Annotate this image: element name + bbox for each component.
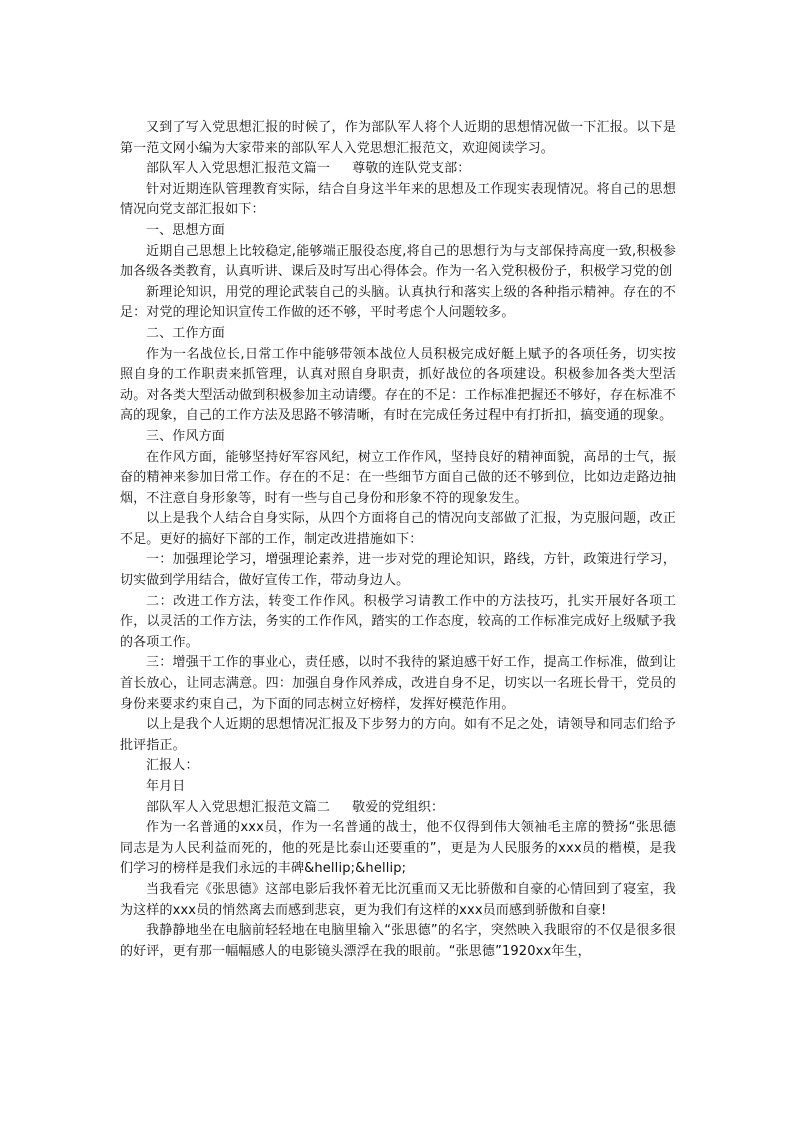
- subheading-thought: 一、思想方面: [146, 222, 225, 238]
- closing-paragraph: 以上是我个人近期的思想情况汇报及下步努力的方向。如有不足之处，请领导和同志们给予批评指正。: [120, 717, 676, 753]
- date-line: 年月日: [146, 779, 186, 794]
- body-paragraph: 我静静地坐在电脑前轻轻地在电脑里输入“张思德”的名字，突然映入我眼帘的不仅是很多很的好评，更有那一幅幅感人的电影镜头漂浮在我的眼前。“张思德”1920xx年生，: [120, 923, 676, 959]
- article-title: 部队军人入党思想汇报范文篇二: [146, 799, 331, 815]
- section-title-part-one: [120, 159, 676, 180]
- salutation: 敬爱的党组织：: [352, 799, 445, 815]
- intro-paragraph: 又到了写入党思想汇报的时候了，作为部队军人将个人近期的思想情况做一下汇报。以下是第一范文网小编为大家带来的部队军人入党思想汇报范文，欢迎阅读学习。: [120, 120, 676, 156]
- salutation: 尊敬的连队党支部：: [352, 161, 471, 177]
- body-paragraph: 近期自己思想上比较稳定,能够端正服役态度,将自己的思想行为与支部保持高度一致,积极参加各级各类教育，认真听讲、课后及时写出心得体会。作为一名入党积极份子，积极学习党的创: [120, 243, 676, 280]
- section-title-part-two: [120, 798, 676, 819]
- article-title: 部队军人入党思想汇报范文篇一: [146, 161, 331, 177]
- measure-item: 二：改进工作方法，转变工作作风。积极学习请教工作中的方法技巧，扎实开展好各项工作，以灵活的工作方法，务实的工作作风，踏实的工作态度，较高的工作标准完成好上级赋予我的各项工作。: [120, 593, 676, 650]
- body-paragraph: 针对近期连队管理教育实际，结合自身这半年来的思想及工作现实表现情况。将自己的思想情况向党支部汇报如下：: [120, 181, 676, 218]
- measure-item: 一：加强理论学习，增强理论素养，进一步对党的理论知识，路线，方针，政策进行学习，切实做到学用结合，做好宣传工作，带动身边人。: [120, 552, 676, 589]
- body-paragraph: 新理论知识，用党的理论武装自己的头脑。认真执行和落实上级的各种指示精神。存在的不足：对党的理论知识宣传工作做的还不够，平时考虑个人问题较多。: [120, 284, 676, 321]
- body-paragraph: 作为一名普通的xxx员，作为一名普通的战士，他不仅得到伟大领袖毛主席的赞扬“张思德同志是为人民利益而死的，他的死是比泰山还要重的”，更是为人民服务的xxx员的楷模，是我们学习的榜样是我们永远的丰碑&hellip;&hellip;: [120, 820, 676, 877]
- document-body: [120, 118, 676, 962]
- measure-item: 三：增强干工作的事业心，责任感，以时不我待的紧迫感干好工作，提高工作标准，做到让首长放心，让同志满意。四：加强自身作风养成，改进自身不足，切实以一名班长骨干，党员的身份来要求约束自己，为下面的同志树立好榜样，发挥好模范作用。: [120, 655, 676, 712]
- body-paragraph: 以上是我个人结合自身实际，从四个方面将自己的情况向支部做了汇报，为克服问题，改正不足。更好的搞好下部的工作，制定改进措施如下：: [120, 511, 676, 547]
- body-paragraph: 作为一名战位长,日常工作中能够带领本战位人员积极完成好艇上赋予的各项任务，切实按照自身的工作职责来抓管理，认真对照自身职责，抓好战位的各项建设。积极参加各类大型活动。对各类大型活动做到积极参加主动请缨。存在的不足：工作标准把握还不够好，存在标准不高的现象，自己的工作方法及思路不够清晰，有时在完成任务过程中有打折扣，搞变通的现象。: [120, 346, 676, 424]
- subheading-work: 二、工作方面: [146, 325, 225, 341]
- body-paragraph: 在作风方面，能够坚持好军容风纪，树立工作作风，坚持良好的精神面貌，高昂的士气，振奋的精神来参加日常工作。存在的不足：在一些细节方面自己做的还不够到位，比如边走路边抽烟，不注意自身形象等，时有一些与自己身份和形象不符的现象发生。: [120, 449, 676, 506]
- reporter-line: 汇报人：: [146, 758, 199, 774]
- subheading-style: 三、作风方面: [146, 428, 225, 444]
- body-paragraph: 当我看完《张思德》这部电影后我怀着无比沉重而又无比骄傲和自豪的心情回到了寝室，我为这样的xxx员的悄然离去而感到悲哀，更为我们有这样的xxx员而感到骄傲和自豪!: [120, 881, 676, 918]
